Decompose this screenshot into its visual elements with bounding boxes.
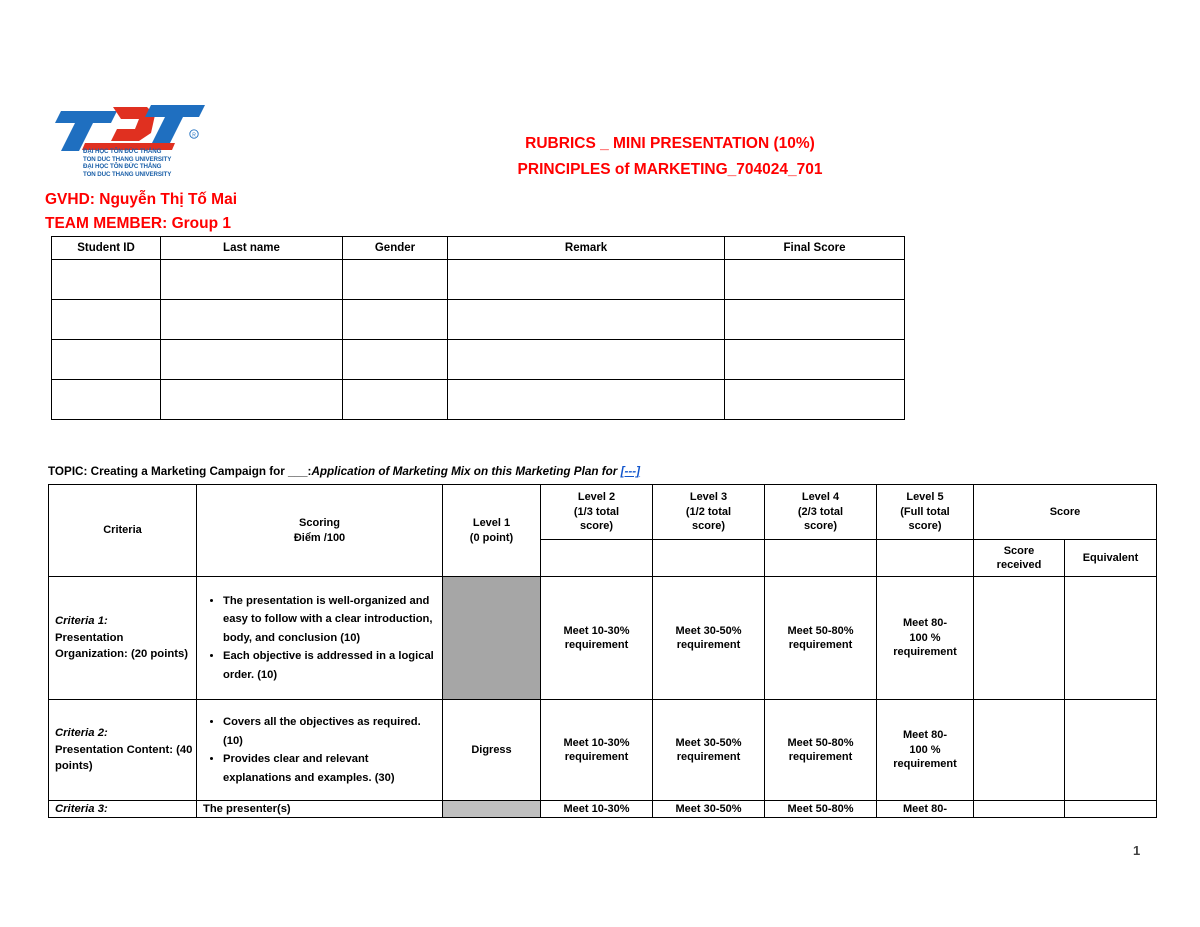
criteria-1-level-4-line-1: Meet 50-80%	[787, 624, 854, 637]
subheader-score-received-line-1: Score	[1003, 544, 1035, 557]
criteria-2-bullet-list	[199, 713, 438, 787]
logo-subtext	[83, 148, 205, 178]
cell-gender[interactable]	[343, 380, 448, 420]
subheader-score-received	[974, 540, 1065, 577]
cell-criteria-3-level-1[interactable]	[443, 801, 541, 818]
criteria-2-level-2-line-1: Meet 10-30%	[563, 736, 630, 749]
criteria-2-level-4-line-2: requirement	[788, 751, 853, 763]
rubric-row-criteria-2	[49, 700, 1157, 801]
list-item: • Provides clear and relevant explanations and examples. (30)	[223, 750, 438, 787]
tdt-university-logo	[55, 103, 205, 185]
cell-criteria-1-level-3[interactable]	[653, 577, 765, 700]
header-level-4-line-2: (2/3 total	[797, 505, 844, 518]
header-level-3-line-2: (1/2 total	[685, 505, 732, 518]
subheader-level-5-empty	[877, 540, 974, 577]
criteria-1-text: Presentation Organization: (20 points)	[55, 631, 189, 661]
column-header-gender: Gender	[343, 237, 448, 260]
subheader-level-3-empty	[653, 540, 765, 577]
header-level-1-line-2: (0 point)	[469, 531, 514, 544]
list-item: • The presentation is well-organized and easy to follow with a clear introduction, body, and conclusion (10)	[223, 592, 438, 648]
cell-last-name[interactable]	[161, 340, 343, 380]
header-level-2-line-1: Level 2	[577, 491, 616, 504]
cell-criteria-1-level-2[interactable]	[541, 577, 653, 700]
cell-criteria-1-level-4[interactable]	[765, 577, 877, 700]
criteria-1-level-2-line-2: requirement	[564, 639, 629, 651]
column-header-final-score: Final Score	[725, 237, 905, 260]
column-header-last-name: Last name	[161, 237, 343, 260]
instructor-label: GVHD: Nguyễn Thị Tố Mai	[45, 191, 238, 208]
header-level-3-line-1: Level 3	[689, 491, 728, 504]
header-level-1	[443, 485, 541, 577]
header-level-2	[541, 485, 653, 540]
criteria-2-text: Presentation Content: (40 points)	[55, 743, 193, 773]
header-level-4-line-1: Level 4	[801, 491, 840, 504]
header-level-2-line-3: score)	[579, 520, 614, 533]
cell-criteria-1-equivalent[interactable]	[1065, 577, 1157, 700]
logo-subtext-line-2: TON DUC THANG UNIVERSITY	[83, 155, 172, 163]
rubric-table	[48, 484, 1157, 818]
header-level-3-line-3: score)	[691, 520, 726, 533]
topic-link[interactable]: [---]	[620, 465, 641, 478]
rubric-row-criteria-1	[49, 577, 1157, 700]
cell-criteria-2-scoring	[197, 700, 443, 801]
cell-gender[interactable]	[343, 340, 448, 380]
table-row	[52, 300, 905, 340]
logo-subtext-line-1: ĐẠI HỌC TÔN ĐỨC THẮNG	[83, 148, 162, 155]
criteria-1-level-2-line-1: Meet 10-30%	[563, 624, 630, 637]
cell-gender[interactable]	[343, 260, 448, 300]
header-level-2-line-2: (1/3 total	[573, 505, 620, 518]
cell-criteria-2-level-2[interactable]	[541, 700, 653, 801]
cell-student-id[interactable]	[52, 380, 161, 420]
criteria-2-level-2-line-2: requirement	[564, 751, 629, 763]
cell-remark[interactable]	[448, 340, 725, 380]
cell-gender[interactable]	[343, 300, 448, 340]
header-criteria: Criteria	[49, 485, 197, 577]
criteria-2-level-3-line-2: requirement	[676, 751, 741, 763]
document-title-line-1: RUBRICS _ MINI PRESENTATION (10%)	[525, 135, 815, 152]
header-scoring-line-1: Scoring	[299, 517, 340, 529]
criteria-1-level-3-line-2: requirement	[676, 639, 741, 651]
logo-subtext-line-3: ĐẠI HỌC TÔN ĐỨC THẮNG	[83, 163, 162, 171]
cell-student-id[interactable]	[52, 300, 161, 340]
cell-criteria-2-level-1[interactable]: Digress	[443, 700, 541, 801]
team-member-label: TEAM MEMBER: Group 1	[45, 215, 231, 232]
header-level-5-line-3: score)	[908, 520, 942, 533]
cell-last-name[interactable]	[161, 300, 343, 340]
logo-subtext-line-4: TON DUC THANG UNIVERSITY	[83, 170, 172, 178]
cell-last-name[interactable]	[161, 260, 343, 300]
header-score: Score	[974, 485, 1157, 540]
cell-criteria-1-level-1[interactable]	[443, 577, 541, 700]
subheader-score-received-line-2: received	[996, 559, 1042, 571]
cell-criteria-1-score-received[interactable]	[974, 577, 1065, 700]
cell-criteria-3-label	[49, 801, 197, 818]
subheader-level-4-empty	[765, 540, 877, 577]
cell-final-score[interactable]	[725, 260, 905, 300]
criteria-2-level-5-line-2: 100 %	[909, 743, 941, 756]
header-level-4	[765, 485, 877, 540]
criteria-1-number: Criteria 1:	[55, 615, 108, 628]
criteria-2-number: Criteria 2:	[55, 727, 108, 740]
cell-final-score[interactable]	[725, 380, 905, 420]
cell-criteria-3-scoring: The presenter(s)	[197, 801, 443, 818]
column-header-student-id: Student ID	[52, 237, 161, 260]
header-scoring-line-2: Điểm /100	[293, 531, 346, 544]
cell-criteria-2-level-3[interactable]	[653, 700, 765, 801]
criteria-1-level-5-line-1: Meet 80-	[902, 617, 948, 630]
cell-criteria-3-level-2[interactable]: Meet 10-30%	[541, 801, 653, 818]
rubric-row-criteria-3	[49, 801, 1157, 818]
cell-criteria-2-score-received[interactable]	[974, 700, 1065, 801]
cell-final-score[interactable]	[725, 340, 905, 380]
cell-criteria-2-level-4[interactable]	[765, 700, 877, 801]
list-item: • Each objective is addressed in a logical order. (10)	[223, 647, 438, 684]
cell-criteria-1-label	[49, 577, 197, 700]
header-level-5-line-1: Level 5	[906, 491, 944, 504]
cell-remark[interactable]	[448, 380, 725, 420]
rubric-header-row	[49, 485, 1157, 540]
header-level-4-line-3: score)	[803, 520, 838, 533]
table-row	[52, 260, 905, 300]
table-row	[52, 380, 905, 420]
cell-final-score[interactable]	[725, 300, 905, 340]
cell-criteria-3-equivalent[interactable]	[1065, 801, 1157, 818]
cell-criteria-3-level-3[interactable]: Meet 30-50%	[653, 801, 765, 818]
cell-criteria-2-equivalent[interactable]	[1065, 700, 1157, 801]
subheader-level-2-empty	[541, 540, 653, 577]
cell-student-id[interactable]	[52, 340, 161, 380]
column-header-remark: Remark	[448, 237, 725, 260]
topic-label: TOPIC: Creating a Marketing Campaign for ___:	[48, 465, 312, 478]
criteria-1-level-5-line-3: requirement	[893, 646, 957, 659]
cell-student-id[interactable]	[52, 260, 161, 300]
list-item: • Covers all the objectives as required. (10)	[223, 713, 438, 750]
subheader-equivalent: Equivalent	[1065, 540, 1157, 577]
cell-criteria-1-scoring	[197, 577, 443, 700]
cell-remark[interactable]	[448, 260, 725, 300]
header-level-5	[877, 485, 974, 540]
page-number: 1	[1133, 843, 1141, 858]
criteria-2-level-4-line-1: Meet 50-80%	[787, 736, 854, 749]
student-table-header-row	[52, 237, 905, 260]
cell-criteria-2-level-5[interactable]	[877, 700, 974, 801]
student-info-table	[51, 236, 905, 420]
header-level-1-line-1: Level 1	[472, 517, 511, 529]
header-level-3	[653, 485, 765, 540]
cell-criteria-2-label	[49, 700, 197, 801]
table-row	[52, 340, 905, 380]
svg-text:R: R	[192, 132, 196, 139]
document-title	[300, 131, 1040, 183]
cell-criteria-1-level-5[interactable]	[877, 577, 974, 700]
criteria-2-level-3-line-1: Meet 30-50%	[675, 736, 742, 749]
header-level-5-line-2: (Full total	[900, 505, 950, 518]
cell-criteria-3-level-4[interactable]: Meet 50-80%	[765, 801, 877, 818]
cell-last-name[interactable]	[161, 380, 343, 420]
topic-line	[48, 464, 640, 480]
criteria-1-bullet-list	[199, 592, 438, 685]
cell-remark[interactable]	[448, 300, 725, 340]
header-scoring	[197, 485, 443, 577]
cell-criteria-3-score-received[interactable]	[974, 801, 1065, 818]
cell-criteria-3-level-5[interactable]: Meet 80-	[877, 801, 974, 818]
criteria-3-number: Criteria 3:	[55, 803, 108, 815]
criteria-1-level-5-line-2: 100 %	[909, 631, 941, 644]
document-title-line-2: PRINCIPLES of MARKETING_704024_701	[517, 161, 823, 178]
criteria-1-level-3-line-1: Meet 30-50%	[675, 624, 742, 637]
topic-italic-text: Application of Marketing Mix on this Marketing Plan for	[311, 465, 618, 478]
criteria-1-level-4-line-2: requirement	[788, 639, 853, 651]
criteria-2-level-5-line-1: Meet 80-	[902, 729, 948, 742]
criteria-2-level-5-line-3: requirement	[893, 758, 957, 771]
